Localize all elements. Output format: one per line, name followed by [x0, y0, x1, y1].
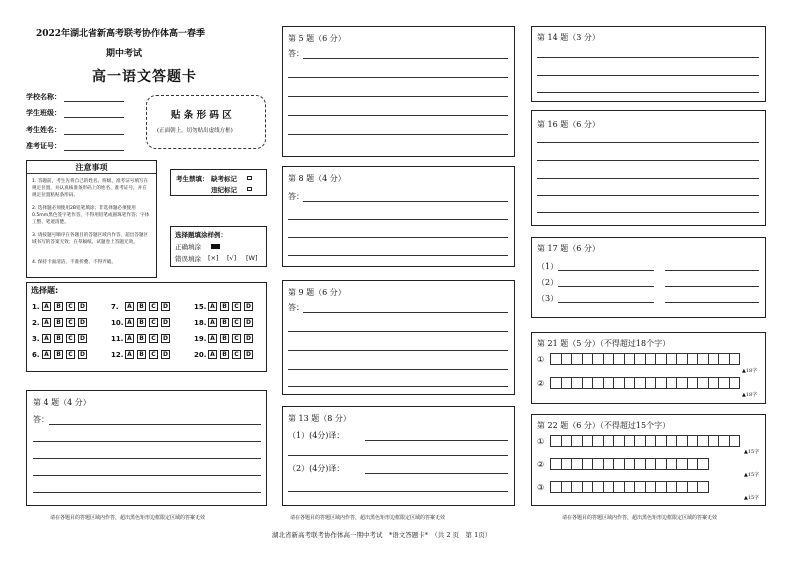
- notice-item-3: 3. 请按题号顺序在各题目的答题区域内作答，超出答题区域书写的答案无效；在草稿纸、试题卷上答题无效。: [32, 233, 149, 245]
- question-16-box[interactable]: [531, 110, 766, 226]
- question-8-title: 第 8 题（4 分）: [288, 174, 346, 183]
- mc-number: 2.: [32, 318, 40, 327]
- option-d[interactable]: D: [161, 350, 170, 359]
- option-d[interactable]: D: [78, 318, 87, 327]
- question-8-box[interactable]: [282, 166, 515, 267]
- question-22-circle-3: ③: [537, 483, 545, 492]
- option-c[interactable]: C: [66, 334, 75, 343]
- school-name-label: 学校名称：: [26, 93, 61, 101]
- question-14-box[interactable]: [531, 26, 766, 102]
- question-13-part-1: （1）(4分)译：: [288, 431, 345, 440]
- question-5-answer-label: 答：: [288, 49, 304, 58]
- notice-item-1: 1. 答题前，考生先将自己的姓名、班级、准考证号填写在规定位置，并认真核准条形码上的姓名、准考证号，并在规定位置粘贴条形码。: [32, 179, 149, 198]
- exam-number-field[interactable]: [64, 150, 124, 151]
- mc-question-11[interactable]: [111, 334, 173, 343]
- mc-number: 11.: [111, 334, 124, 343]
- answer-line: [303, 201, 508, 202]
- option-a[interactable]: A: [125, 318, 134, 327]
- mc-number: 10.: [111, 318, 124, 327]
- answer-line: [537, 75, 759, 76]
- question-22-limit-1: ▲15字: [744, 449, 760, 455]
- student-name-label: 考生姓名：: [26, 126, 61, 134]
- option-b[interactable]: B: [54, 302, 63, 311]
- option-b[interactable]: B: [54, 350, 63, 359]
- answer-line: [288, 491, 508, 492]
- option-c[interactable]: C: [232, 334, 241, 343]
- answer-line: [288, 219, 508, 220]
- question-21-circle-1: ①: [537, 355, 545, 364]
- option-c[interactable]: C: [66, 302, 75, 311]
- option-d[interactable]: D: [78, 334, 87, 343]
- answer-line: [537, 57, 759, 58]
- question-17-title: 第 17 题（6 分）: [537, 244, 600, 253]
- mc-question-2[interactable]: [32, 318, 90, 327]
- answer-line: [537, 142, 759, 143]
- option-a[interactable]: A: [125, 334, 134, 343]
- option-c[interactable]: C: [149, 302, 158, 311]
- mc-number: 12.: [111, 350, 124, 359]
- question-17-box[interactable]: [531, 237, 766, 318]
- question-17-part-3: （3）: [537, 294, 559, 303]
- page-title: 高一语文答题卡: [92, 69, 197, 85]
- question-17-part-2: （2）: [537, 278, 559, 287]
- answer-line: [288, 237, 508, 238]
- question-14-title: 第 14 题（3 分）: [537, 33, 600, 42]
- option-b[interactable]: B: [54, 318, 63, 327]
- multiple-choice-box: [26, 282, 267, 372]
- mc-number: 18.: [194, 318, 207, 327]
- page-footer: 湖北省新高考联考协作体高一期中考试 *语文答题卡* （共 2 页 第 1页）: [272, 531, 492, 539]
- mc-question-18[interactable]: [194, 318, 256, 327]
- option-b[interactable]: B: [220, 302, 229, 311]
- option-c[interactable]: C: [66, 318, 75, 327]
- answer-line: [288, 369, 508, 370]
- mc-number: 7.: [111, 302, 119, 311]
- answer-line: [537, 92, 759, 93]
- option-c[interactable]: C: [232, 302, 241, 311]
- answer-line: [288, 386, 508, 387]
- notice-item-2: 2. 选择题必须使用2B铅笔填涂；非选择题必须使用0.5mm黑色签字笔作答，不得用铅笔或圆珠笔作答；字体工整、笔迹清楚。: [32, 206, 150, 225]
- answer-line: [365, 473, 508, 474]
- answer-line: [33, 475, 261, 476]
- option-d[interactable]: D: [161, 334, 170, 343]
- mc-number: 3.: [32, 334, 40, 343]
- answer-line: [558, 270, 654, 271]
- answer-line: [33, 441, 261, 442]
- fill-wrong-mark-3: [W]: [246, 254, 258, 262]
- answer-line: [288, 455, 508, 456]
- option-d[interactable]: D: [78, 302, 87, 311]
- option-d[interactable]: D: [244, 318, 253, 327]
- notice-item-4: 4. 保持卡面清洁，不准折叠、不得弄破。: [32, 260, 116, 265]
- question-8-answer-label: 答：: [288, 192, 304, 201]
- notice-divider: [27, 173, 156, 174]
- answer-line: [537, 212, 759, 213]
- mc-number: 6.: [32, 350, 40, 359]
- mc-question-6[interactable]: [32, 350, 90, 359]
- mc-question-19[interactable]: [194, 334, 256, 343]
- question-21-grid-2[interactable]: [550, 377, 740, 389]
- area-note-middle: 请在各题目的答题区域内作答，超出黑色矩形边框限定区域的答案无效: [290, 515, 446, 521]
- question-13-title: 第 13 题（8 分）: [288, 414, 351, 423]
- question-21-title: 第 21 题（5 分）（不得超过18个字）: [537, 339, 671, 348]
- answer-line: [288, 115, 508, 116]
- question-4-title: 第 4 题（4 分）: [33, 398, 91, 407]
- option-a[interactable]: A: [208, 334, 217, 343]
- mc-question-7[interactable]: [111, 302, 173, 311]
- mc-question-12[interactable]: [111, 350, 173, 359]
- option-c[interactable]: C: [149, 350, 158, 359]
- option-a[interactable]: A: [208, 350, 217, 359]
- question-4-box[interactable]: [26, 390, 267, 506]
- question-22-circle-2: ②: [537, 460, 545, 469]
- answer-line: [665, 286, 759, 287]
- question-21-circle-2: ②: [537, 379, 545, 388]
- answer-line: [665, 302, 759, 303]
- answer-line: [303, 58, 508, 59]
- option-d[interactable]: D: [244, 334, 253, 343]
- mc-question-20[interactable]: [194, 350, 256, 359]
- fill-wrong-mark-1: [×]: [208, 254, 219, 262]
- question-22-grid-1[interactable]: [550, 435, 740, 447]
- option-b[interactable]: B: [137, 318, 146, 327]
- question-21-limit-2: ▲18字: [742, 392, 758, 398]
- header-line2: 期中考试: [106, 49, 143, 59]
- option-a[interactable]: A: [208, 302, 217, 311]
- fill-correct-label: 正确填涂: [175, 243, 201, 251]
- answer-line: [537, 195, 759, 196]
- option-b[interactable]: B: [220, 318, 229, 327]
- fill-sample-box: [170, 226, 267, 267]
- school-name-field[interactable]: [64, 101, 124, 102]
- answer-line: [558, 302, 654, 303]
- barcode-subtitle: (正面朝上，切勿贴出虚线方框): [157, 128, 233, 134]
- header-line1: 2022年湖北省新高考联考协作体高一春季: [36, 29, 206, 39]
- mc-number: 15.: [194, 302, 207, 311]
- option-a[interactable]: A: [42, 334, 51, 343]
- question-5-title: 第 5 题（6 分）: [288, 34, 346, 43]
- option-d[interactable]: D: [161, 318, 170, 327]
- answer-line: [288, 255, 508, 256]
- question-13-box[interactable]: [282, 406, 515, 506]
- question-22-grid-2[interactable]: [550, 458, 709, 470]
- answer-line: [365, 440, 508, 441]
- question-22-title: 第 22 题（6 分）（不得超过15个字）: [537, 421, 671, 430]
- answer-line: [537, 178, 759, 179]
- option-c[interactable]: C: [149, 318, 158, 327]
- mc-title: 选择题:: [31, 286, 59, 295]
- area-note-right: 请在各题目的答题区域内作答，超出黑色矩形边框限定区域的答案无效: [562, 515, 718, 521]
- class-label: 学生班级：: [26, 109, 61, 117]
- option-b[interactable]: B: [137, 302, 146, 311]
- absent-text: 缺考标记: [211, 175, 237, 183]
- question-9-answer-label: 答：: [288, 303, 304, 312]
- question-4-answer-label: 答：: [33, 415, 49, 424]
- answer-line: [33, 458, 261, 459]
- option-b[interactable]: B: [137, 350, 146, 359]
- question-21-grid-1[interactable]: [550, 353, 740, 365]
- exam-number-label: 准考证号：: [26, 142, 61, 150]
- area-note-left: 请在各题目的答题区域内作答，超出黑色矩形边框限定区域的答案无效: [50, 515, 206, 521]
- mc-number: 20.: [194, 350, 207, 359]
- answer-line: [33, 492, 261, 493]
- student-name-field[interactable]: [64, 134, 124, 135]
- question-22-box[interactable]: [531, 414, 766, 506]
- option-d[interactable]: D: [161, 302, 170, 311]
- question-9-title: 第 9 题（6 分）: [288, 288, 346, 297]
- barcode-area[interactable]: [146, 95, 266, 149]
- option-a[interactable]: A: [42, 318, 51, 327]
- option-c[interactable]: C: [149, 334, 158, 343]
- option-b[interactable]: B: [220, 350, 229, 359]
- option-a[interactable]: A: [42, 350, 51, 359]
- answer-line: [537, 160, 759, 161]
- answer-line: [288, 134, 508, 135]
- option-b[interactable]: B: [137, 334, 146, 343]
- question-22-grid-3[interactable]: [550, 481, 709, 493]
- option-b[interactable]: B: [220, 334, 229, 343]
- absent-box: [170, 169, 267, 196]
- option-a[interactable]: A: [125, 350, 134, 359]
- option-a[interactable]: A: [208, 318, 217, 327]
- option-c[interactable]: C: [232, 350, 241, 359]
- violation-text: 违纪标记: [211, 186, 237, 194]
- answer-line: [665, 270, 759, 271]
- question-16-title: 第 16 题（6 分）: [537, 120, 600, 129]
- option-d[interactable]: D: [244, 302, 253, 311]
- question-21-limit-1: ▲18字: [742, 368, 758, 374]
- option-c[interactable]: C: [66, 350, 75, 359]
- fill-wrong-label: 错误填涂: [175, 255, 201, 263]
- option-d[interactable]: D: [244, 350, 253, 359]
- question-22-limit-3: ▲15字: [744, 495, 760, 501]
- answer-line: [288, 77, 508, 78]
- mc-question-3[interactable]: [32, 334, 90, 343]
- absent-label: 考生禁填：: [176, 175, 209, 183]
- question-17-part-1: （1）: [537, 262, 559, 271]
- question-22-circle-1: ①: [537, 437, 545, 446]
- option-c[interactable]: C: [232, 318, 241, 327]
- answer-line: [303, 312, 508, 313]
- mc-question-10[interactable]: [111, 318, 173, 327]
- answer-line: [288, 350, 508, 351]
- question-5-box[interactable]: [282, 26, 515, 157]
- fill-wrong-mark-2: [√]: [227, 254, 237, 262]
- answer-line: [288, 331, 508, 332]
- barcode-title: 贴 条 形 码 区: [171, 110, 232, 121]
- fill-correct-sample: [211, 244, 220, 249]
- option-a[interactable]: A: [42, 302, 51, 311]
- fill-sample-title: 选择题填涂样例：: [175, 231, 227, 239]
- class-field[interactable]: [64, 117, 124, 118]
- violation-checkbox[interactable]: [247, 187, 252, 191]
- absent-checkbox[interactable]: [247, 176, 252, 180]
- mc-question-1[interactable]: [32, 302, 90, 311]
- mc-question-15[interactable]: [194, 302, 256, 311]
- mc-number: 19.: [194, 334, 207, 343]
- option-d[interactable]: D: [78, 350, 87, 359]
- option-a[interactable]: A: [125, 302, 134, 311]
- answer-line: [288, 96, 508, 97]
- answer-line: [558, 286, 654, 287]
- question-13-part-2: （2）(4分)译：: [288, 464, 345, 473]
- question-21-box[interactable]: [531, 332, 766, 404]
- question-9-box[interactable]: [282, 280, 515, 395]
- answer-line: [49, 424, 261, 425]
- mc-number: 1.: [32, 302, 40, 311]
- option-b[interactable]: B: [54, 334, 63, 343]
- notice-box: [26, 160, 157, 278]
- notice-title: 注意事项: [75, 163, 108, 172]
- question-22-limit-2: ▲15字: [744, 472, 760, 478]
